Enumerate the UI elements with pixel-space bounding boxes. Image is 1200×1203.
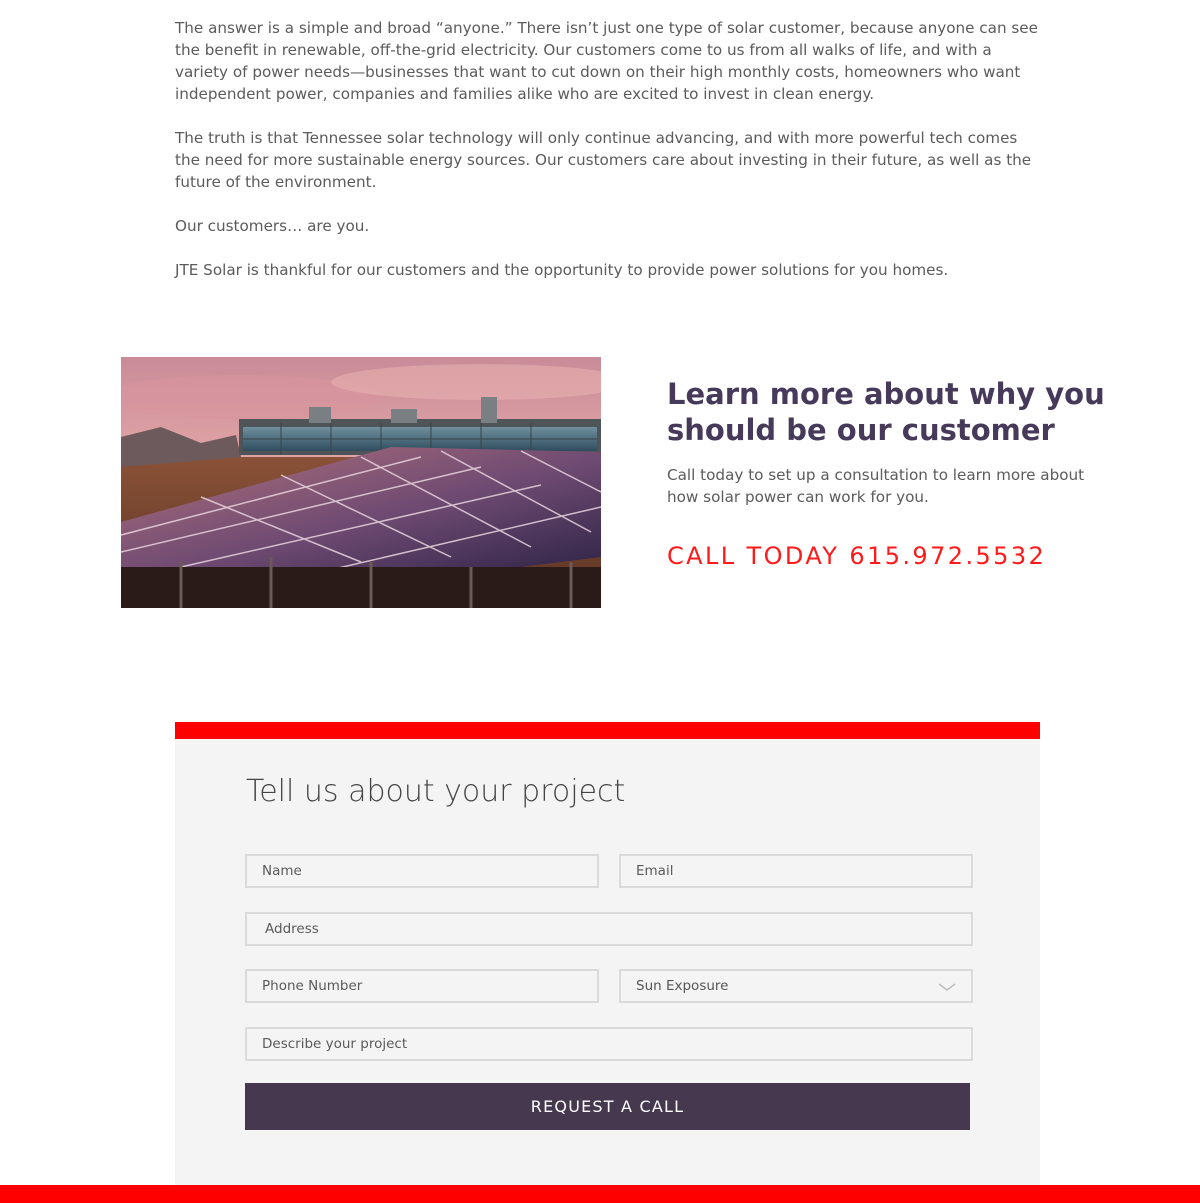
intro-paragraph-technology: The truth is that Tennessee solar technology will only continue advancing, and with more powerful tech comes the need for more sustainable energy sources. Our customers care about investing in their future, as well as the future of the environment. bbox=[175, 129, 1032, 191]
footer-accent-bar bbox=[0, 1185, 1200, 1203]
intro-paragraph-customers: Our customers… are you. bbox=[175, 217, 370, 235]
intro-section bbox=[175, 17, 1045, 303]
promo-heading: Learn more about why you should be our customer bbox=[667, 377, 1105, 447]
request-call-button[interactable]: REQUEST A CALL bbox=[245, 1083, 970, 1130]
phone-input[interactable] bbox=[245, 969, 599, 1003]
address-input[interactable] bbox=[245, 912, 973, 946]
intro-paragraph-anyone: The answer is a simple and broad “anyone.” There isn’t just one type of solar customer, because anyone can see the benefit in renewable, off-the-grid electricity. Our customers come to us from all walks of life, and with a variety of power needs—businesses that want to cut down on their high monthly costs, homeowners who want independent power, companies and families alike who are excited to invest in clean energy. bbox=[175, 19, 1038, 103]
name-input[interactable] bbox=[245, 854, 599, 888]
intro-paragraph-thanks: JTE Solar is thankful for our customers and the opportunity to provide power solutions for you homes. bbox=[175, 261, 949, 279]
project-form bbox=[175, 722, 1040, 1185]
chevron-down-icon bbox=[937, 981, 957, 993]
call-today-link[interactable]: CALL TODAY 615.972.5532 bbox=[667, 542, 1047, 570]
promo-text-block bbox=[667, 376, 1107, 570]
form-top-accent-bar bbox=[175, 722, 1040, 739]
sun-exposure-select[interactable] bbox=[619, 969, 973, 1003]
form-title: Tell us about your project bbox=[246, 774, 626, 809]
solar-panels-photo bbox=[121, 357, 601, 608]
promo-description: Call today to set up a consultation to learn more about how solar power can work for you. bbox=[667, 466, 1085, 506]
sun-exposure-value: Sun Exposure bbox=[636, 978, 729, 994]
email-input[interactable] bbox=[619, 854, 973, 888]
project-description-input[interactable] bbox=[245, 1027, 973, 1061]
